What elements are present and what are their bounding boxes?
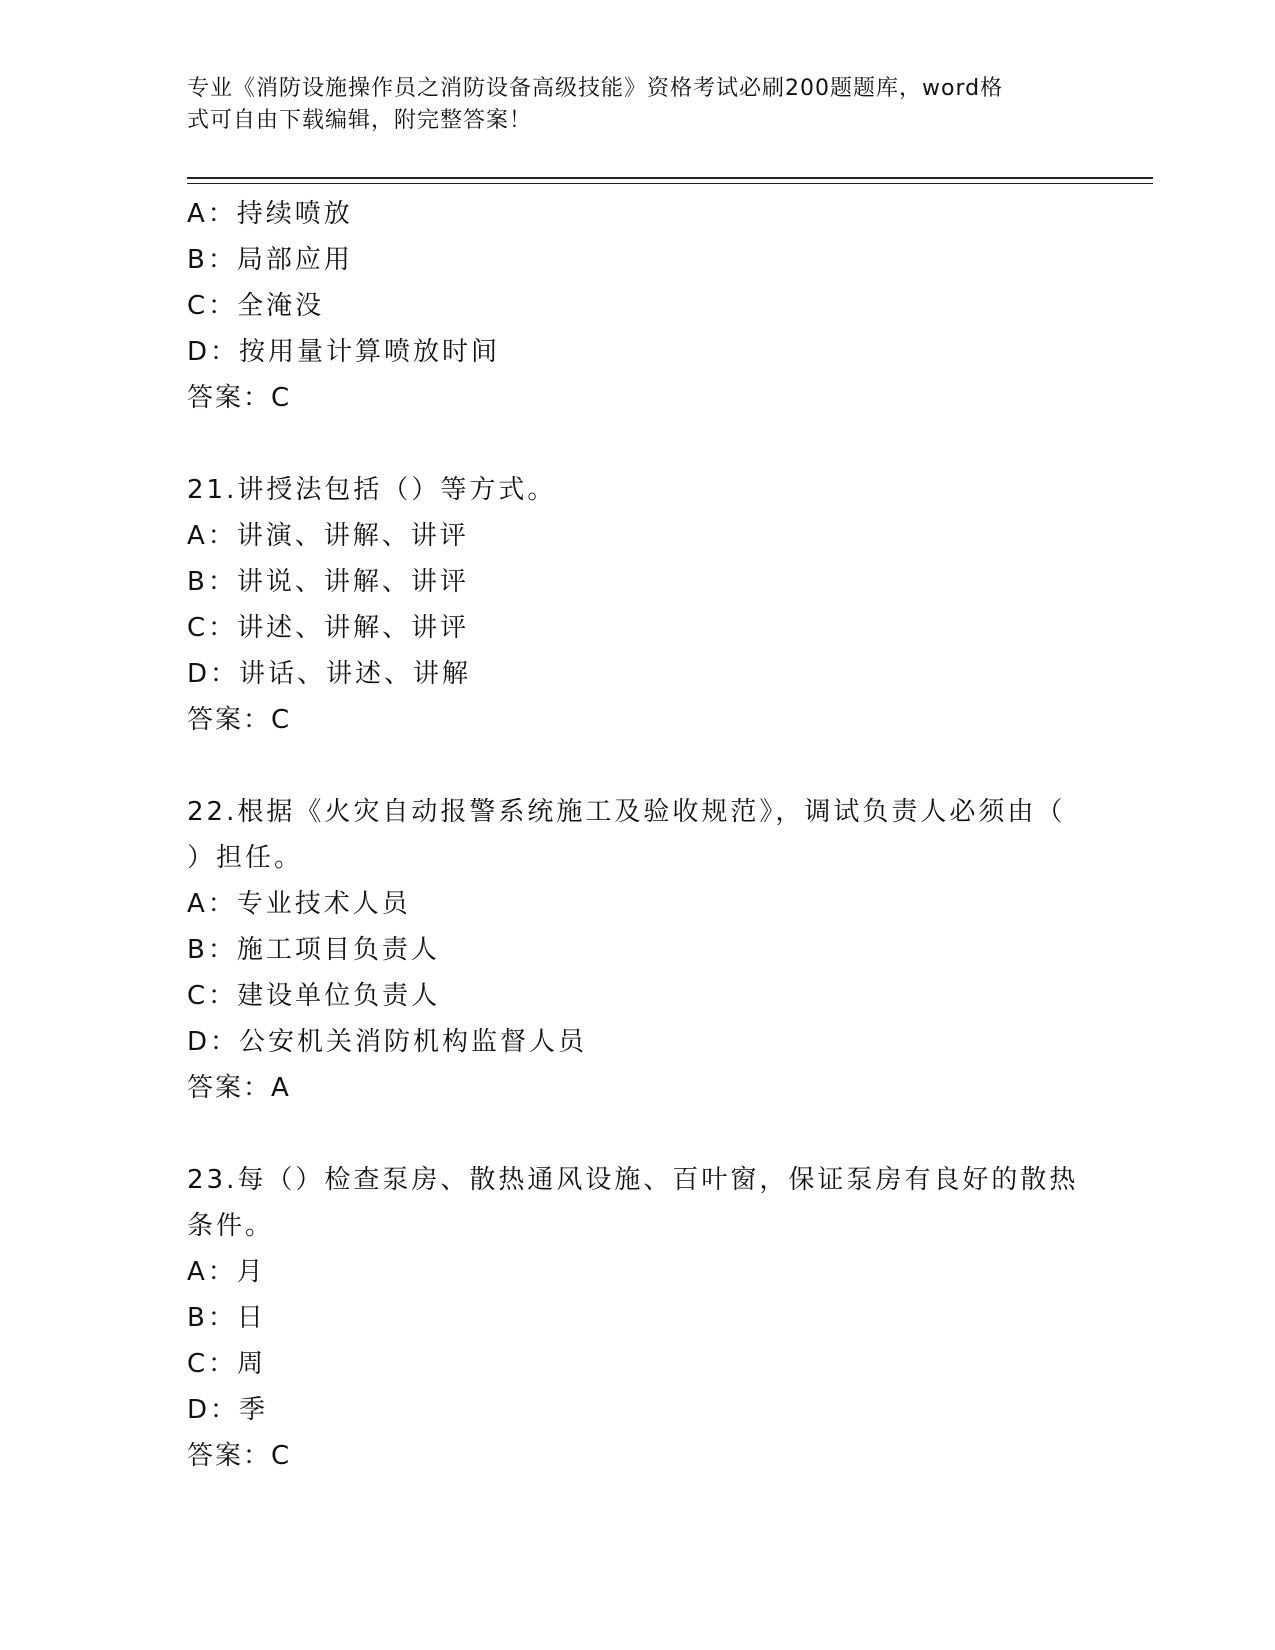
- option-c: C：建设单位负责人: [187, 981, 441, 1011]
- option-c: C：全淹没: [187, 291, 325, 321]
- option-b: B：局部应用: [187, 245, 353, 275]
- option-a: A：月: [187, 1257, 266, 1287]
- question-21: [187, 467, 1087, 743]
- header-divider-thick: [187, 177, 1153, 179]
- question-stem-line-1: 22.根据《火灾自动报警系统施工及验收规范》，调试负责人必须由（: [187, 797, 1066, 827]
- option-b: B：讲说、讲解、讲评: [187, 567, 469, 597]
- question-stem-line-2: ）担任。: [187, 843, 304, 873]
- question-stem: 21.讲授法包括（）等方式。: [187, 475, 557, 505]
- question-20-options: [187, 191, 1087, 421]
- option-d: D：季: [187, 1395, 269, 1425]
- header-line-2: 式可自由下载编辑，附完整答案！: [187, 108, 533, 133]
- question-stem-line-1: 23.每（）检查泵房、散热通风设施、百叶窗，保证泵房有良好的散热: [187, 1165, 1079, 1195]
- answer: 答案：C: [187, 383, 292, 413]
- header-line-1: 专业《消防设施操作员之消防设备高级技能》资格考试必刷200题题库，word格: [187, 76, 1004, 101]
- option-a: A：专业技术人员: [187, 889, 411, 919]
- option-d: D：公安机关消防机构监督人员: [187, 1027, 588, 1057]
- option-a: A：讲演、讲解、讲评: [187, 521, 469, 551]
- question-stem-line-2: 条件。: [187, 1211, 275, 1241]
- option-a: A：持续喷放: [187, 199, 353, 229]
- option-b: B：日: [187, 1303, 266, 1333]
- option-d: D：讲话、讲述、讲解: [187, 659, 472, 689]
- question-23: [187, 1157, 1087, 1479]
- answer: 答案：C: [187, 1441, 292, 1471]
- header-divider-thin: [187, 183, 1153, 184]
- option-c: C：周: [187, 1349, 267, 1379]
- option-b: B：施工项目负责人: [187, 935, 440, 965]
- document-header: [187, 73, 1067, 137]
- option-d: D：按用量计算喷放时间: [187, 337, 501, 367]
- question-list: [187, 191, 1087, 1479]
- answer: 答案：C: [187, 705, 292, 735]
- option-c: C：讲述、讲解、讲评: [187, 613, 470, 643]
- question-22: [187, 789, 1087, 1111]
- answer: 答案：A: [187, 1073, 291, 1103]
